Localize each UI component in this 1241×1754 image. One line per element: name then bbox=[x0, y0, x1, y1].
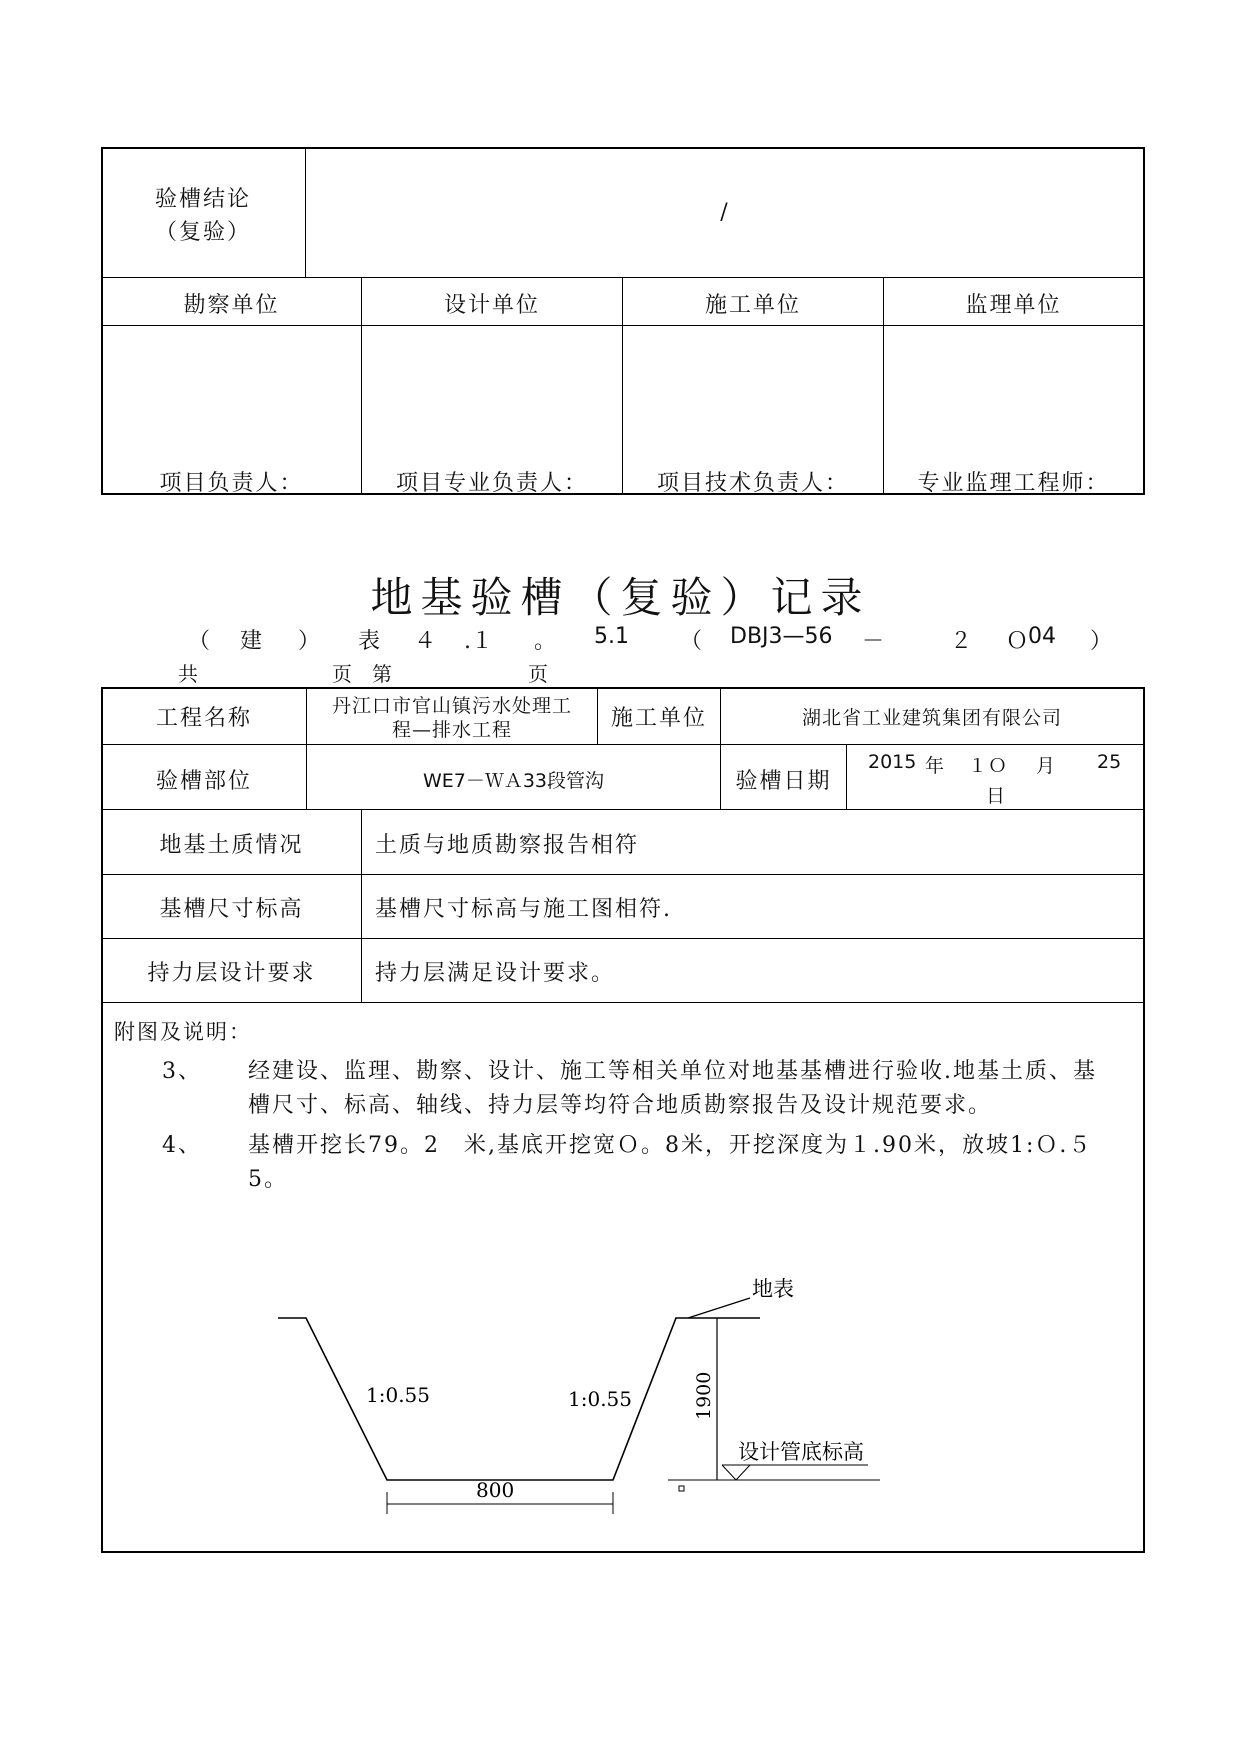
signer-supervision-engineer: 专业监理工程师： bbox=[917, 471, 1110, 496]
std-token: 04 bbox=[1028, 624, 1056, 649]
note-3-line2: 槽尺寸、标高、轴线、持力层等均符合地质勘察报告及设计规范要求。 bbox=[248, 1093, 993, 1118]
date-month: １Ｏ bbox=[968, 755, 1009, 777]
date-label: 验槽日期 bbox=[735, 769, 832, 794]
std-token: DBJ3—56 bbox=[730, 624, 833, 649]
unit-survey: 勘察单位 bbox=[183, 293, 280, 318]
date-year-unit: 年 bbox=[925, 755, 946, 777]
note-3-number: 3、 bbox=[162, 1059, 202, 1084]
ground-leader-line bbox=[688, 1298, 750, 1318]
date-year: 2015 bbox=[868, 751, 917, 773]
std-token: 5.1 bbox=[594, 624, 629, 649]
std-token: 。 bbox=[534, 629, 557, 654]
std-token: .１ bbox=[464, 629, 493, 654]
note-4-number: 4、 bbox=[162, 1133, 202, 1158]
std-token: 表 bbox=[358, 629, 381, 654]
project-name-label: 工程名称 bbox=[155, 706, 252, 731]
project-name-line1: 丹江口市官山镇污水处理工 bbox=[331, 695, 572, 717]
signer-project-lead: 项目负责人： bbox=[159, 471, 304, 496]
date-month-unit: 月 bbox=[1036, 755, 1057, 777]
soil-value: 土质与地质勘察报告相符 bbox=[375, 833, 640, 858]
unit-construction: 施工单位 bbox=[704, 293, 801, 318]
size-label: 基槽尺寸标高 bbox=[159, 897, 304, 922]
conclusion-label-line1: 验槽结论 bbox=[154, 187, 251, 212]
notes-label: 附图及说明： bbox=[114, 1020, 252, 1044]
note-4-line2: 5。 bbox=[248, 1167, 288, 1192]
small-square-mark bbox=[679, 1486, 684, 1491]
soil-label: 地基土质情况 bbox=[159, 833, 304, 858]
project-name-line2: 程—排水工程 bbox=[391, 719, 512, 741]
page-info-current-label: 第 bbox=[372, 662, 392, 686]
date-day: 25 bbox=[1097, 751, 1122, 773]
std-token: ４ bbox=[414, 629, 437, 654]
std-token: （ bbox=[680, 629, 703, 654]
trench-outline bbox=[278, 1318, 760, 1480]
std-token: － bbox=[862, 629, 885, 654]
depth-label: 1900 bbox=[693, 1371, 715, 1420]
std-token: Ｏ bbox=[1006, 629, 1029, 654]
page-info-page-label: 页 bbox=[528, 662, 548, 686]
conclusion-value: / bbox=[720, 200, 730, 225]
bottom-width-label: 800 bbox=[476, 1478, 515, 1502]
contractor-label: 施工单位 bbox=[610, 706, 707, 731]
bearing-label: 持力层设计要求 bbox=[147, 961, 316, 986]
std-token: （ bbox=[188, 629, 211, 654]
std-token: ） bbox=[298, 629, 321, 654]
ground-label: 地表 bbox=[752, 1277, 794, 1301]
std-token: 建 bbox=[240, 629, 263, 654]
signer-technical-lead: 项目技术负责人： bbox=[656, 471, 849, 496]
bearing-value: 持力层满足设计要求。 bbox=[375, 961, 616, 986]
std-token: ２ bbox=[950, 629, 973, 654]
unit-design: 设计单位 bbox=[443, 293, 540, 318]
size-value: 基槽尺寸标高与施工图相符. bbox=[375, 897, 672, 922]
slope-right-label: 1:0.55 bbox=[568, 1387, 632, 1411]
signer-discipline-lead: 项目专业负责人： bbox=[395, 471, 588, 496]
slope-left-label: 1:0.55 bbox=[366, 1383, 430, 1407]
contractor-value: 湖北省工业建筑集团有限公司 bbox=[801, 707, 1062, 729]
conclusion-label-line2: （复验） bbox=[154, 220, 251, 245]
note-4-line1: 基槽开挖长79。2 米,基底开挖宽Ｏ。8米，开挖深度为１.90米，放坡1:Ｏ.５ bbox=[248, 1133, 1093, 1158]
date-day-unit: 日 bbox=[986, 785, 1007, 807]
page-info-total-label: 共 bbox=[178, 662, 198, 686]
std-token: ） bbox=[1090, 629, 1113, 654]
pipe-bottom-elevation-label: 设计管底标高 bbox=[738, 1440, 864, 1464]
unit-supervision: 监理单位 bbox=[965, 293, 1062, 318]
location-value: WE7－ＷＡ33段管沟 bbox=[422, 770, 605, 792]
page-title: 地基验槽（复验）记录 bbox=[370, 573, 871, 622]
note-3-line1: 经建设、监理、勘察、设计、施工等相关单位对地基基槽进行验收.地基土质、基 bbox=[248, 1059, 1097, 1084]
location-label: 验槽部位 bbox=[155, 769, 252, 794]
elevation-triangle-icon bbox=[722, 1465, 750, 1480]
page-info-page-label: 页 bbox=[332, 662, 352, 686]
